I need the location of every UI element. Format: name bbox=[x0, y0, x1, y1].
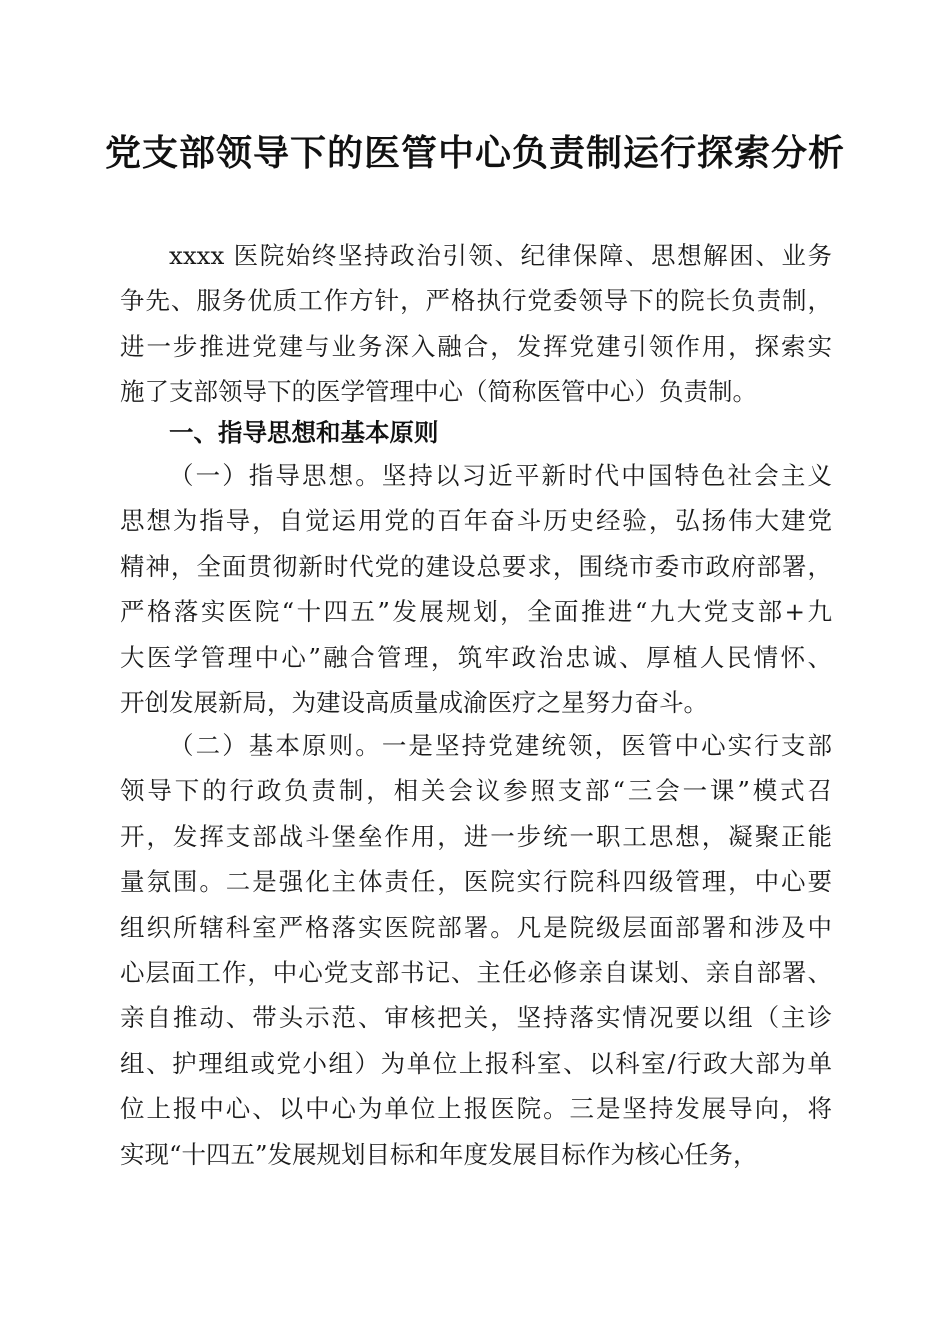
paragraph-line: （一）指导思想。坚持以习近平新时代中国特色社会主义 bbox=[169, 461, 832, 490]
paragraph-line: 思想为指导，自觉运用党的百年奋斗历史经验，弘扬伟大建党 bbox=[120, 506, 832, 536]
basic-principles-paragraph bbox=[120, 723, 832, 1177]
paragraph-line: 开创发展新局，为建设高质量成渝医疗之星努力奋斗。 bbox=[120, 688, 708, 718]
paragraph-line: 组、护理组或党小组）为单位上报科室、以科室/行政大部为单 bbox=[120, 1048, 832, 1078]
paragraph-line: 领导下的行政负责制，相关会议参照支部“三会一课”模式召 bbox=[120, 776, 832, 806]
paragraph-line: 实现“十四五”发展规划目标和年度发展目标作为核心任务， bbox=[120, 1139, 758, 1169]
paragraph-line: 严格落实医院“十四五”发展规划，全面推进“九大党支部+九 bbox=[120, 597, 832, 627]
paragraph-line: xxxx 医院始终坚持政治引领、纪律保障、思想解困、业务 bbox=[169, 241, 832, 270]
paragraph-line: 亲自推动、带头示范、审核把关，坚持落实情况要以组（主诊 bbox=[120, 1003, 832, 1033]
section-heading: 一、指导思想和基本原则 bbox=[169, 418, 439, 447]
paragraph-line: 争先、服务优质工作方针，严格执行党委领导下的院长负责制， bbox=[120, 286, 832, 316]
document-title: 党支部领导下的医管中心负责制运行探索分析 bbox=[104, 132, 845, 174]
paragraph-line: 精神，全面贯彻新时代党的建设总要求，围绕市委市政府部署， bbox=[120, 551, 832, 581]
paragraph-line: （二）基本原则。一是坚持党建统领，医管中心实行支部 bbox=[169, 731, 832, 760]
intro-paragraph bbox=[120, 233, 832, 415]
paragraph-line: 心层面工作，中心党支部书记、主任必修亲自谋划、亲自部署、 bbox=[120, 958, 832, 988]
guiding-thought-paragraph bbox=[120, 453, 832, 725]
paragraph-line: 位上报中心、以中心为单位上报医院。三是坚持发展导向，将 bbox=[120, 1094, 832, 1124]
paragraph-line: 施了支部领导下的医学管理中心（简称医管中心）负责制。 bbox=[120, 377, 757, 407]
paragraph-line: 量氛围。二是强化主体责任，医院实行院科四级管理，中心要 bbox=[120, 867, 832, 897]
paragraph-line: 大医学管理中心”融合管理，筑牢政治忠诚、厚植人民情怀、 bbox=[120, 642, 832, 672]
paragraph-line: 进一步推进党建与业务深入融合，发挥党建引领作用，探索实 bbox=[120, 331, 832, 361]
paragraph-line: 开，发挥支部战斗堡垒作用，进一步统一职工思想，凝聚正能 bbox=[120, 821, 832, 851]
paragraph-line: 组织所辖科室严格落实医院部署。凡是院级层面部署和涉及中 bbox=[120, 912, 832, 942]
